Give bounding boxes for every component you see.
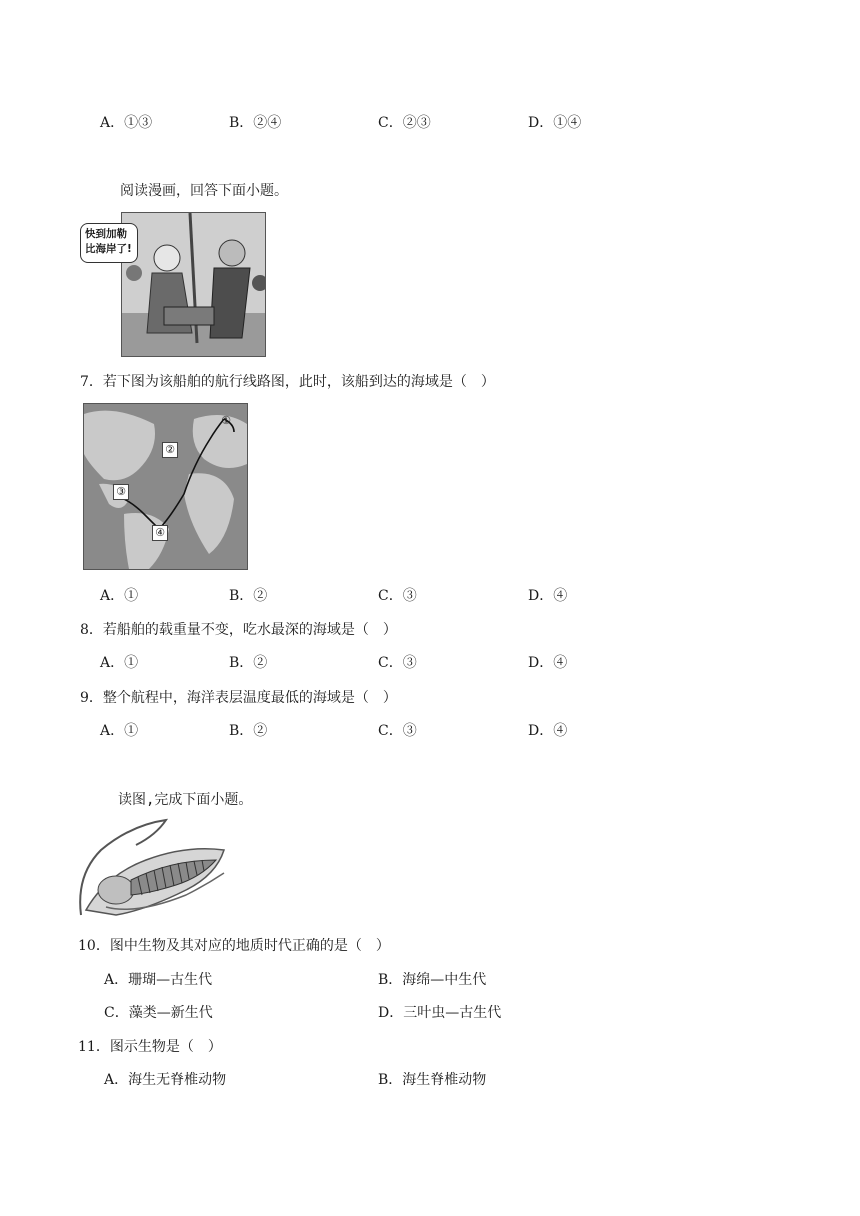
option-c[interactable]: C．②③	[378, 115, 431, 131]
comic-illustration	[122, 213, 265, 356]
marker-4: ④	[152, 525, 168, 541]
marker-1: ①	[221, 414, 231, 427]
comic-intro: 阅读漫画，回答下面小题。	[120, 183, 288, 199]
question-11: 11．图示生物是（ ）	[78, 1039, 222, 1055]
comic-image	[85, 212, 266, 357]
q7-option-b[interactable]: B．②	[229, 588, 268, 604]
q7-option-a[interactable]: A．①	[100, 588, 139, 604]
q10-option-b[interactable]: B．海绵—中生代	[378, 972, 487, 988]
option-b[interactable]: B．②④	[229, 115, 282, 131]
question-10: 10．图中生物及其对应的地质时代正确的是（ ）	[78, 938, 390, 954]
fossil-intro: 读图,完成下面小题。	[118, 792, 253, 808]
q8-option-d[interactable]: D．④	[528, 655, 568, 671]
q10-option-d[interactable]: D．三叶虫—古生代	[378, 1005, 502, 1021]
marker-3: ③	[113, 484, 129, 500]
question-7: 7．若下图为该船舶的航行线路图，此时，该船到达的海域是（ ）	[80, 374, 495, 390]
route-map	[83, 403, 248, 570]
q8-option-b[interactable]: B．②	[229, 655, 268, 671]
q8-option-a[interactable]: A．①	[100, 655, 139, 671]
q10-option-c[interactable]: C．藻类—新生代	[104, 1005, 213, 1021]
q10-option-a[interactable]: A．珊瑚—古生代	[104, 972, 213, 988]
question-8: 8．若船舶的载重量不变，吃水最深的海域是（ ）	[80, 622, 397, 638]
q8-option-c[interactable]: C．③	[378, 655, 417, 671]
trilobite-image	[76, 815, 226, 921]
q9-option-b[interactable]: B．②	[229, 723, 268, 739]
q7-option-d[interactable]: D．④	[528, 588, 568, 604]
speech-bubble: 快到加勒比海岸了!	[80, 223, 138, 263]
q9-option-d[interactable]: D．④	[528, 723, 568, 739]
q9-option-a[interactable]: A．①	[100, 723, 139, 739]
question-9: 9．整个航程中，海洋表层温度最低的海域是（ ）	[80, 690, 397, 706]
q11-option-b[interactable]: B．海生脊椎动物	[378, 1072, 487, 1088]
option-a[interactable]: A．①③	[100, 115, 153, 131]
world-map-svg	[84, 404, 247, 569]
trilobite-illustration	[76, 815, 226, 921]
marker-2: ②	[162, 442, 178, 458]
q11-option-a[interactable]: A．海生无脊椎动物	[104, 1072, 227, 1088]
q7-option-c[interactable]: C．③	[378, 588, 417, 604]
option-d[interactable]: D．①④	[528, 115, 582, 131]
q9-option-c[interactable]: C．③	[378, 723, 417, 739]
